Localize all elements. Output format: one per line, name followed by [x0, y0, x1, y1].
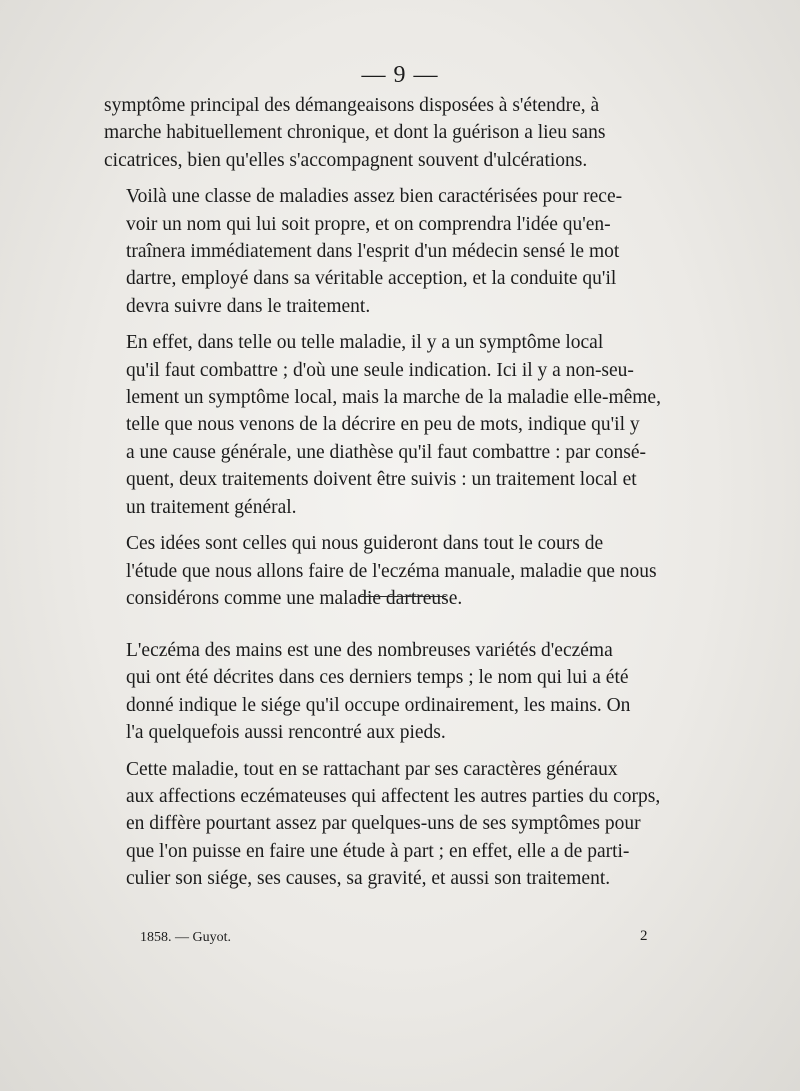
paragraph: [104, 637, 698, 747]
text-line: quent, deux traitements doivent être suivis : un traitement local et: [126, 469, 637, 491]
text-line: lement un symptôme local, mais la marche de la maladie elle-même,: [126, 387, 661, 409]
paragraph: [104, 92, 698, 174]
text-line: En effet, dans telle ou telle maladie, il y a un symptôme local: [126, 332, 604, 354]
text-line: un traitement général.: [126, 496, 297, 518]
text-line: marche habituellement chronique, et dont la guérison a lieu sans: [104, 122, 606, 144]
text-line: Cette maladie, tout en se rattachant par ses caractères généraux: [126, 758, 618, 780]
text-line: en diffère pourtant assez par quelques-uns de ses symptômes pour: [126, 813, 641, 835]
text-line: cicatrices, bien qu'elles s'accompagnent souvent d'ulcérations.: [104, 149, 588, 171]
text-line: a une cause générale, une diathèse qu'il faut combattre : par consé-: [126, 441, 647, 463]
paragraph: [104, 756, 698, 893]
section-separator: [360, 596, 446, 597]
text-line: devra suivre dans le traitement.: [126, 295, 371, 317]
text-block-top: [104, 92, 698, 612]
text-line: Ces idées sont celles qui nous guideront dans tout le cours de: [126, 533, 604, 555]
text-line: donné indique le siége qu'il occupe ordinairement, les mains. On: [126, 694, 631, 716]
text-line: telle que nous venons de la décrire en peu de mots, indique qu'il y: [126, 414, 640, 436]
paragraph: [104, 329, 698, 521]
text-line: que l'on puisse en faire une étude à part ; en effet, elle a de parti-: [126, 840, 630, 862]
paragraph: [104, 183, 698, 320]
text-line: traînera immédiatement dans l'esprit d'un médecin sensé le mot: [126, 241, 620, 263]
text-line: l'a quelquefois aussi rencontré aux pieds.: [126, 722, 446, 744]
text-line: L'eczéma des mains est une des nombreuses variétés d'eczéma: [126, 640, 613, 661]
text-line: considérons comme une maladie dartreuse.: [126, 587, 463, 609]
text-line: symptôme principal des démangeaisons disposées à s'étendre, à: [104, 95, 600, 116]
text-line: dartre, employé dans sa véritable acception, et la conduite qu'il: [126, 268, 617, 290]
text-line: qu'il faut combattre ; d'où une seule indication. Ici il y a non-seu-: [126, 359, 634, 381]
text-block-bottom: [104, 637, 698, 893]
paragraph: [104, 530, 698, 612]
signature-mark: 2: [640, 928, 648, 944]
text-line: culier son siége, ses causes, sa gravité, et aussi son traitement.: [126, 868, 611, 890]
text-line: aux affections eczémateuses qui affectent les autres parties du corps,: [126, 786, 661, 808]
footer-signature: 1858. — Guyot.: [140, 930, 231, 945]
text-line: Voilà une classe de maladies assez bien caractérisées pour rece-: [126, 186, 623, 208]
text-line: voir un nom qui lui soit propre, et on comprendra l'idée qu'en-: [126, 213, 611, 235]
text-line: qui ont été décrites dans ces derniers temps ; le nom qui lui a été: [126, 667, 629, 689]
text-line: l'étude que nous allons faire de l'eczéma manuale, maladie que nous: [126, 560, 657, 582]
page-number: — 9 —: [361, 62, 439, 88]
